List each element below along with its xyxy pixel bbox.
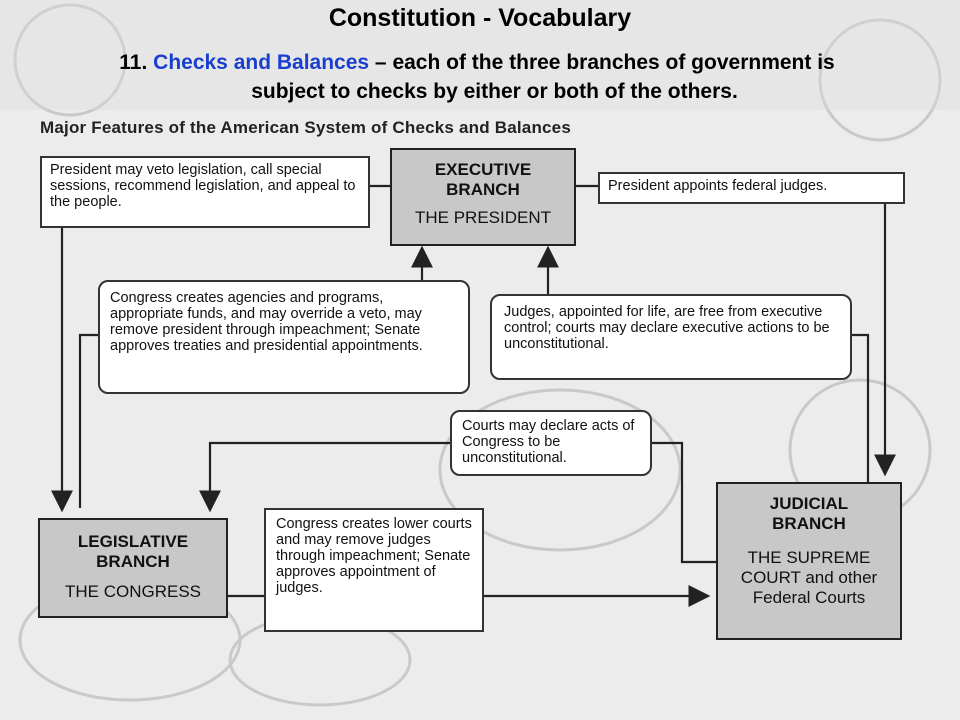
legislative-branch-name: LEGISLATIVE BRANCH: [77, 532, 189, 571]
executive-branch-box: [390, 148, 576, 246]
note-exec-checks-legislative: President may veto legislation, call special sessions, recommend legislation, and appeal to the people.: [40, 156, 370, 228]
vocabulary-definition: [12, 48, 942, 106]
note-leg-checks-judicial: Congress creates lower courts and may remove judges through impeachment; Senate approves appointment of judges.: [264, 508, 484, 632]
note-leg-checks-executive: Congress creates agencies and programs, appropriate funds, and may override a veto, may remove president through impeachment; Senate approves treaties and presidential appointments.: [98, 280, 470, 394]
vocabulary-term: Checks and Balances: [153, 51, 370, 74]
legislative-branch-sub: THE CONGRESS: [64, 582, 202, 601]
definition-line-2: subject to checks by either or both of the others.: [251, 80, 738, 103]
definition-line-1: – each of the three branches of government is: [369, 51, 835, 74]
checks-balances-diagram: [0, 110, 960, 720]
note-jud-checks-legislative: Courts may declare acts of Congress to be unconstitutional.: [450, 410, 652, 476]
slide-title: Constitution - Vocabulary: [328, 4, 632, 32]
arrow-leg-to-exec: [80, 335, 98, 508]
executive-branch-sub: THE PRESIDENT: [414, 208, 552, 227]
judicial-branch-name: JUDICIAL BRANCH: [769, 494, 849, 533]
item-number: 11.: [119, 51, 154, 74]
judicial-branch-box: [716, 482, 902, 640]
note-exec-checks-judicial: President appoints federal judges.: [598, 172, 905, 204]
legislative-branch-box: [38, 518, 228, 618]
executive-branch-name: EXECUTIVE BRANCH: [434, 160, 532, 199]
note-jud-checks-executive: Judges, appointed for life, are free from executive control; courts may declare executive actions to be unconstitutional.: [490, 294, 852, 380]
judicial-branch-sub: THE SUPREME COURT and other Federal Courts: [740, 548, 878, 607]
diagram-title: Major Features of the American System of Checks and Balances: [40, 118, 571, 137]
arrow-jud-to-leg: [652, 443, 716, 562]
